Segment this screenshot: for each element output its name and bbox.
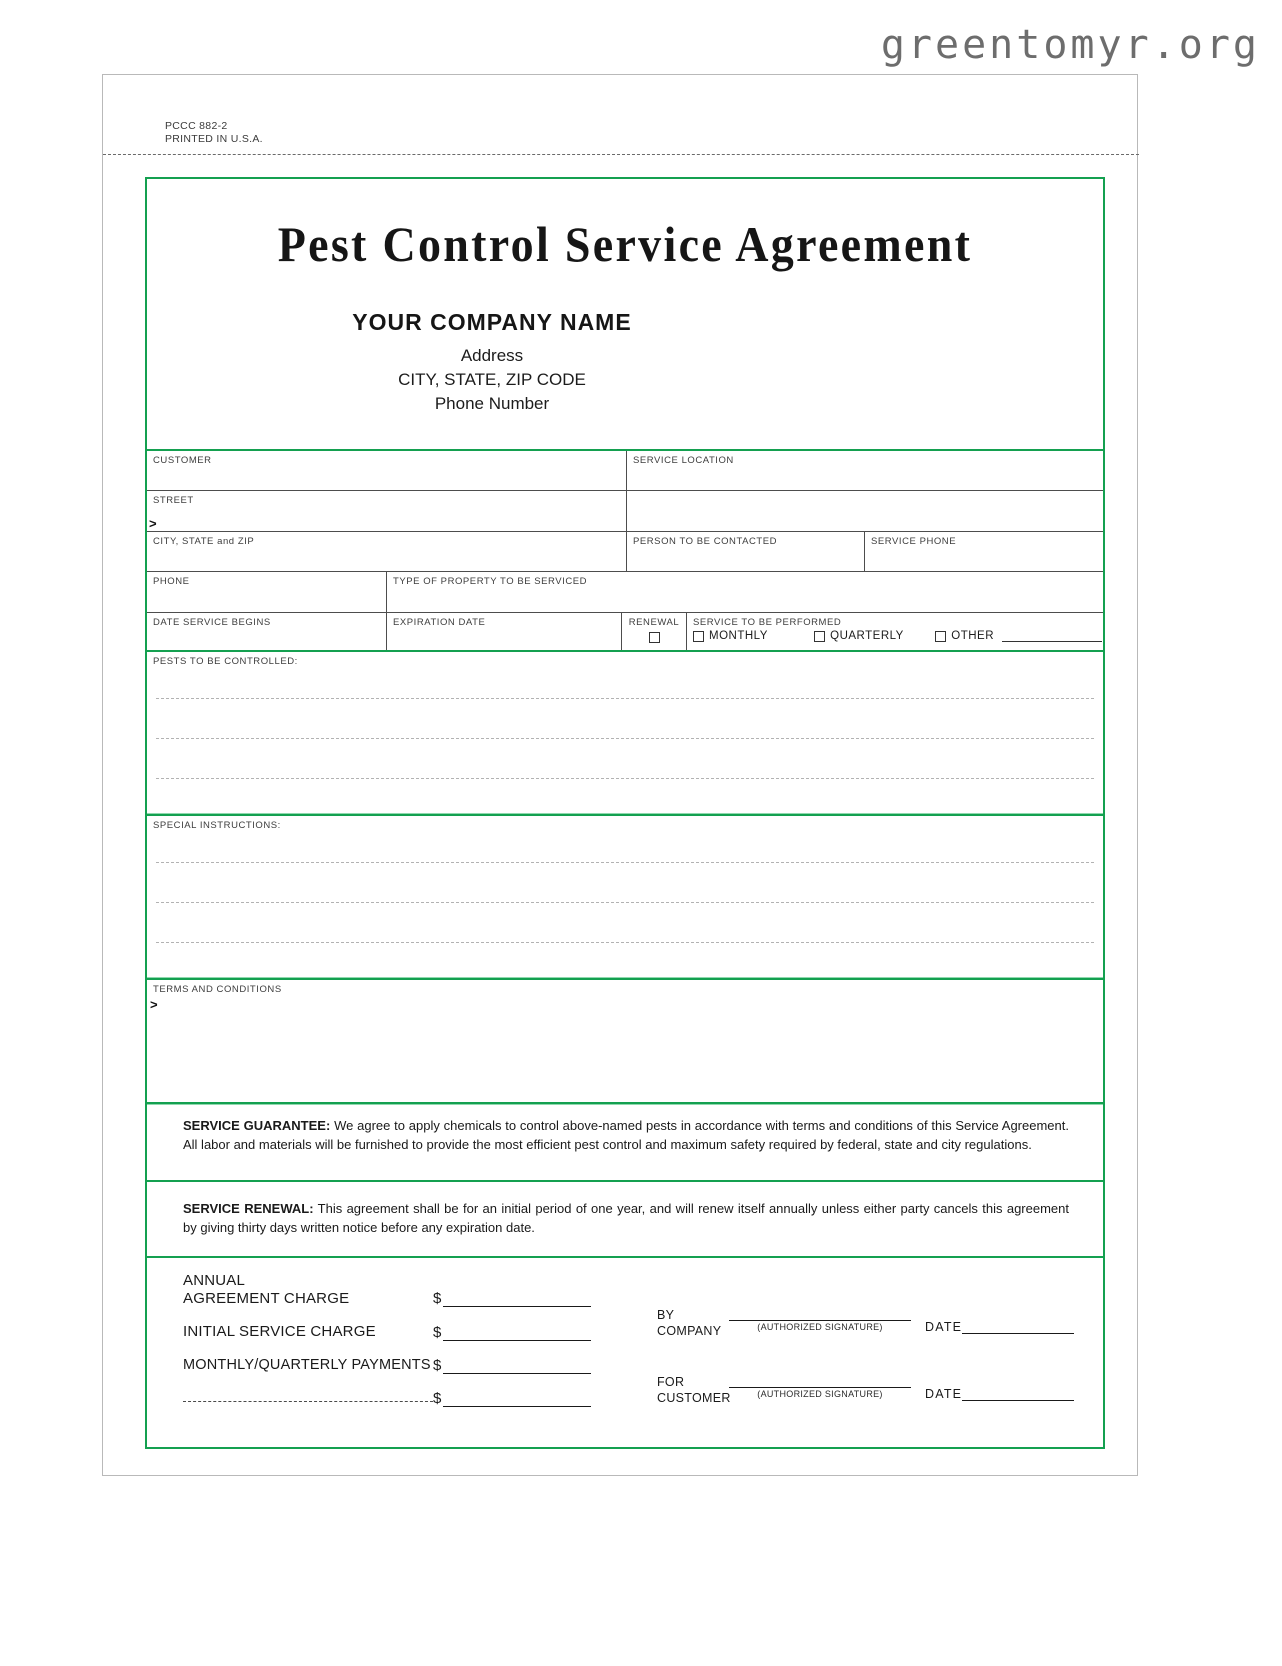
initial-service-charge-label: INITIAL SERVICE CHARGE: [183, 1323, 376, 1341]
field-city-state-zip-label: CITY, STATE and ZIP: [153, 536, 255, 547]
field-type-of-property[interactable]: [387, 572, 1102, 612]
other-checkbox[interactable]: [935, 631, 946, 642]
company-signature-line[interactable]: [729, 1320, 911, 1321]
customer-signature-line[interactable]: [729, 1387, 911, 1388]
field-service-location-label: SERVICE LOCATION: [633, 455, 734, 466]
payment-and-signature-area: [147, 1256, 1103, 1450]
payment-row-monthly-quarterly: [183, 1357, 653, 1374]
company-date-label: DATE: [925, 1320, 963, 1334]
other-write-in-line[interactable]: [1002, 631, 1102, 642]
company-date-line[interactable]: [962, 1321, 1074, 1334]
blank-amount-line[interactable]: [443, 1394, 591, 1407]
option-other-label: OTHER: [951, 630, 994, 643]
field-customer[interactable]: [147, 451, 627, 490]
blank-currency-symbol: $: [433, 1390, 442, 1408]
blank-payment-dashed-line: [183, 1401, 433, 1402]
special-instructions-label: SPECIAL INSTRUCTIONS:: [153, 820, 281, 831]
company-signature-field[interactable]: [729, 1300, 911, 1332]
address-line-1: Address: [460, 346, 524, 365]
initial-amount-line[interactable]: [443, 1328, 591, 1341]
renewal-checkbox[interactable]: [649, 632, 660, 643]
company-label: COMPANY: [657, 1323, 722, 1338]
monthly-checkbox[interactable]: [693, 631, 704, 642]
field-street-label: STREET: [153, 495, 194, 506]
pests-dash-line-2: [156, 738, 1094, 739]
field-service-location-continued[interactable]: [627, 491, 1102, 531]
monthly-quarterly-currency-symbol: $: [433, 1357, 442, 1375]
print-code-line-2: PRINTED IN U.S.A.: [165, 133, 263, 146]
payment-row-blank: [183, 1390, 653, 1407]
customer-signature-label: [657, 1367, 729, 1406]
for-label: FOR: [657, 1375, 685, 1390]
perforation-dashed-line: [103, 154, 1139, 155]
field-service-phone-label: SERVICE PHONE: [871, 536, 957, 547]
pests-dash-line-3: [156, 778, 1094, 779]
grid-row-dates-service: [147, 613, 1103, 650]
annual-agreement-charge-label: [183, 1272, 433, 1307]
customer-date-line[interactable]: [962, 1388, 1074, 1401]
service-renewal-paragraph: [147, 1180, 1103, 1256]
pests-section-label: PESTS TO BE CONTROLLED:: [153, 656, 298, 667]
pests-to-be-controlled-section[interactable]: [147, 650, 1103, 814]
monthly-quarterly-amount-line[interactable]: [443, 1361, 591, 1374]
field-person-to-be-contacted[interactable]: [627, 532, 865, 571]
field-phone[interactable]: [147, 572, 387, 612]
blank-amount-field[interactable]: [433, 1390, 591, 1407]
field-service-to-be-performed: [687, 613, 1102, 650]
terms-and-conditions-section[interactable]: [147, 978, 1103, 1104]
field-phone-label: PHONE: [153, 576, 190, 587]
option-quarterly-label: QUARTERLY: [830, 630, 904, 643]
option-monthly-label: MONTHLY: [709, 630, 768, 643]
customer-info-grid: [147, 451, 1103, 650]
page-title: Pest Control Service Agreement: [277, 216, 973, 272]
company-address: [147, 344, 837, 416]
signature-row-company: [657, 1300, 1087, 1339]
quarterly-checkbox[interactable]: [814, 631, 825, 642]
grid-row-street: [147, 491, 1103, 532]
service-guarantee-body: We agree to apply chemicals to control above-named pests in accordance with terms and conditions of this Service Agreement. All labor and materials will be furnished to provide the most efficient pest control and maximum safety required by federal, state and city regulations.: [183, 1118, 1069, 1152]
customer-authorized-signature-caption: (AUTHORIZED SIGNATURE): [757, 1389, 883, 1400]
terms-section-label: TERMS AND CONDITIONS: [153, 984, 282, 995]
signature-row-customer: [657, 1367, 1087, 1406]
site-watermark: greentomyr.org: [880, 22, 1260, 68]
service-guarantee-paragraph: [147, 1104, 1103, 1180]
payment-amounts: [183, 1272, 653, 1423]
option-other[interactable]: [935, 630, 1102, 642]
field-expiration-date[interactable]: [387, 613, 622, 650]
field-city-state-zip[interactable]: [147, 532, 627, 571]
field-service-phone[interactable]: [865, 532, 1102, 571]
payment-row-initial: [183, 1323, 653, 1341]
address-line-3: Phone Number: [434, 394, 550, 414]
customer-label: CUSTOMER: [657, 1390, 731, 1405]
field-expiration-date-label: EXPIRATION DATE: [393, 617, 486, 628]
annual-amount-line[interactable]: [443, 1294, 591, 1307]
company-name: YOUR COMPANY NAME: [352, 309, 632, 335]
initial-amount-field[interactable]: [433, 1324, 591, 1341]
field-renewal-label: RENEWAL: [628, 617, 680, 628]
field-date-service-begins[interactable]: [147, 613, 387, 650]
pests-dash-line-1: [156, 698, 1094, 699]
street-arrow-marker: >: [149, 516, 157, 531]
customer-signature-field[interactable]: [729, 1367, 911, 1399]
option-quarterly[interactable]: [814, 630, 935, 642]
special-dash-line-1: [156, 862, 1094, 863]
service-renewal-heading: SERVICE RENEWAL:: [183, 1201, 314, 1216]
field-service-to-be-performed-label: SERVICE TO BE PERFORMED: [693, 617, 842, 628]
option-monthly[interactable]: [693, 630, 814, 642]
field-street[interactable]: [147, 491, 627, 531]
field-renewal[interactable]: [622, 613, 687, 650]
company-signature-label: [657, 1300, 729, 1339]
company-authorized-signature-caption: (AUTHORIZED SIGNATURE): [757, 1322, 883, 1332]
grid-row-city-contact: [147, 532, 1103, 572]
special-dash-line-3: [156, 942, 1094, 943]
service-guarantee-heading: SERVICE GUARANTEE:: [183, 1118, 331, 1133]
annual-amount-field[interactable]: [433, 1290, 591, 1307]
grid-row-phone-property: [147, 572, 1103, 613]
field-type-of-property-label: TYPE OF PROPERTY TO BE SERVICED: [393, 576, 588, 587]
monthly-quarterly-payments-label: MONTHLY/QUARTERLY PAYMENTS: [183, 1357, 431, 1374]
field-date-service-begins-label: DATE SERVICE BEGINS: [153, 617, 271, 628]
service-frequency-options: [693, 630, 1102, 642]
customer-date-label: DATE: [925, 1387, 963, 1402]
annual-label-line-1: ANNUAL: [183, 1272, 246, 1289]
field-customer-label: CUSTOMER: [153, 455, 212, 466]
field-service-location[interactable]: [627, 451, 1102, 490]
special-dash-line-2: [156, 902, 1094, 903]
grid-row-customer: [147, 451, 1103, 491]
address-line-2: CITY, STATE, ZIP CODE: [398, 370, 586, 390]
annual-label-line-2: AGREEMENT CHARGE: [183, 1289, 350, 1307]
initial-currency-symbol: $: [433, 1324, 442, 1342]
agreement-form: [145, 177, 1105, 1449]
print-code-block: [165, 120, 263, 147]
field-person-to-be-contacted-label: PERSON TO BE CONTACTED: [633, 536, 778, 547]
customer-date-field[interactable]: [925, 1367, 1074, 1401]
service-renewal-body: This agreement shall be for an initial period of one year, and will renew itself annually unless either party cancels this agreement by giving thirty days written notice before any expiration date.: [183, 1201, 1069, 1235]
document-sheet: [102, 74, 1138, 1476]
by-label: BY: [657, 1308, 675, 1322]
annual-currency-symbol: $: [433, 1290, 442, 1308]
special-instructions-section[interactable]: [147, 814, 1103, 978]
signature-block: [657, 1300, 1087, 1435]
print-code-line-1: PCCC 882-2: [165, 120, 228, 132]
terms-arrow-marker: >: [150, 997, 158, 1012]
form-header: [147, 179, 1103, 451]
company-date-field[interactable]: [925, 1300, 1074, 1334]
blank-payment-write-in[interactable]: [183, 1401, 433, 1407]
payment-row-annual: [183, 1272, 653, 1307]
monthly-quarterly-amount-field[interactable]: [433, 1357, 591, 1374]
